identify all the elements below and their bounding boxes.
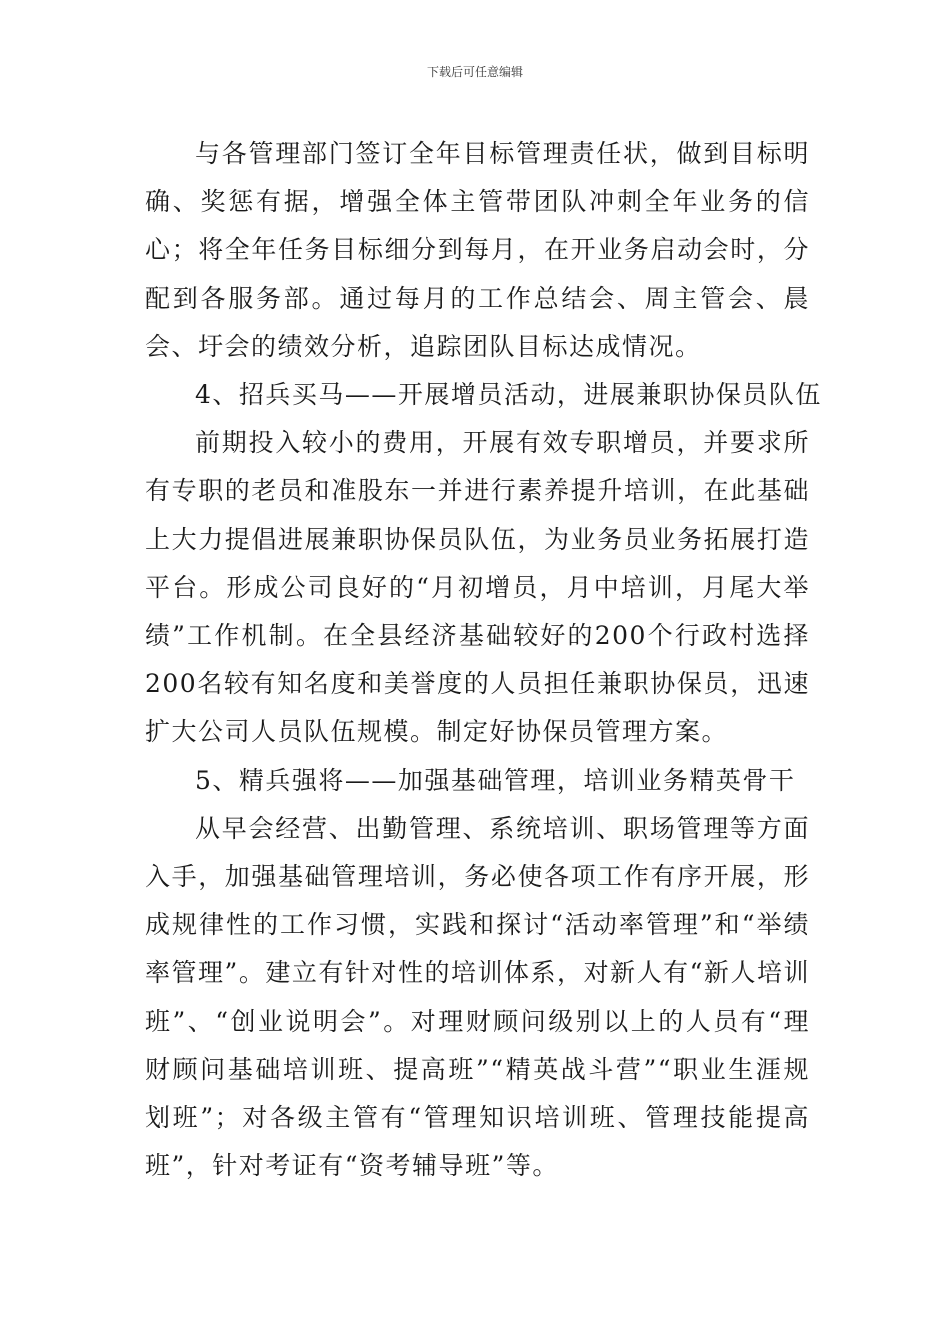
section-heading-5: 5、精兵强将——加强基础管理，培训业务精英骨干: [195, 765, 796, 795]
section-heading-4: 4、招兵买马——开展增员活动，进展兼职协保员队伍: [195, 380, 822, 410]
paragraph-target-management: 与各管理部门签订全年目标管理责任状，做到目标明确、奖惩有据，增强全体主管带团队冲刺全年业务的信心；将全年任务目标细分到每月，在开业务启动会时，分配到各服务部。通过每月的工作总结会、周主管会、晨会、圩会的绩效分析，追踪团队目标达成情况。: [145, 139, 810, 361]
paragraph-recruitment: 前期投入较小的费用，开展有效专职增员，并要求所有专职的老员和准股东一并进行素养提升培训，在此基础上大力提倡进展兼职协保员队伍，为业务员业务拓展打造平台。形成公司良好的“月初增员，月中培训，月尾大举绩”工作机制。在全县经济基础较好的200个行政村选择200名较有知名度和美誉度的人员担任兼职协保员，迅速扩大公司人员队伍规模。制定好协保员管理方案。: [145, 428, 810, 747]
document-body: [145, 130, 822, 1190]
page-header-note: 下载后可任意编辑: [426, 65, 523, 79]
paragraph-training: 从早会经营、出勤管理、系统培训、职场管理等方面入手，加强基础管理培训，务必使各项工作有序开展，形成规律性的工作习惯，实践和探讨“活动率管理”和“举绩率管理”。建立有针对性的培训体系，对新人有“新人培训班”、“创业说明会”。对理财顾问级别以上的人员有“理财顾问基础培训班、提高班”“精英战斗营”“职业生涯规划班”；对各级主管有“管理知识培训班、管理技能提高班”，针对考证有“资考辅导班”等。: [145, 813, 810, 1181]
